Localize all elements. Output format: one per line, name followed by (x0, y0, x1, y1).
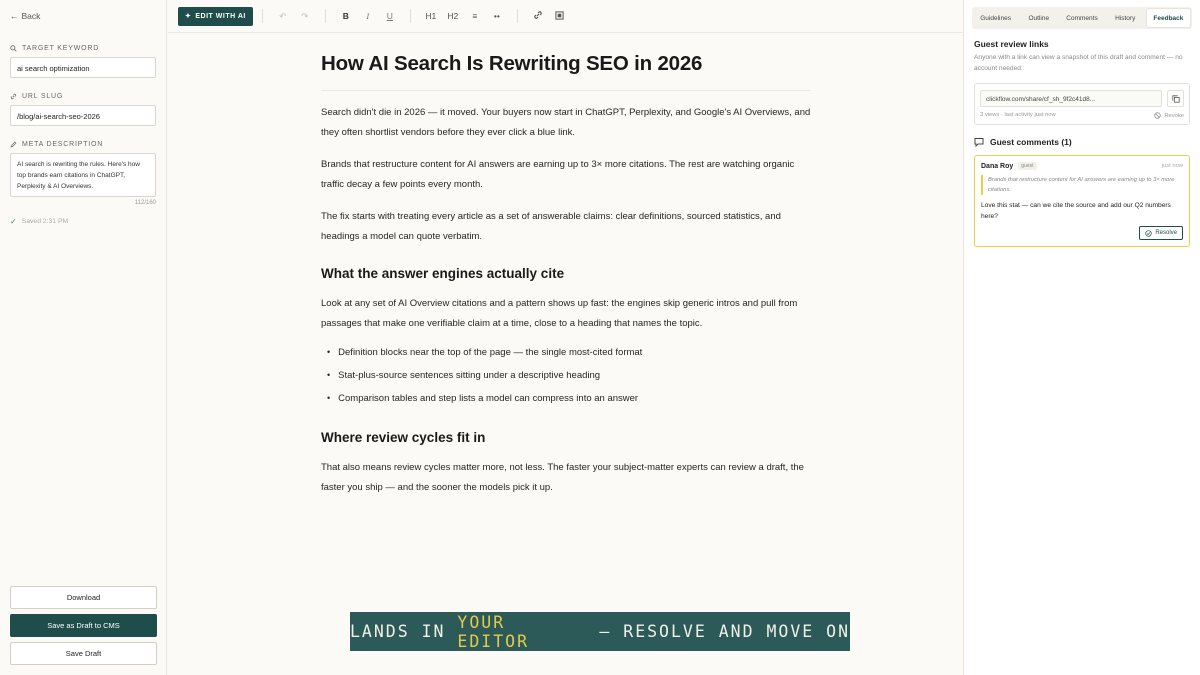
paragraph[interactable]: That also means review cycles matter more, not less. The faster your subject-matter experts can review a draft, the faster you ship — and the sooner the models pick it up. (321, 462, 804, 493)
more-button[interactable]: •• (493, 11, 500, 21)
save-status: ✓ Saved 2:31 PM (10, 217, 69, 226)
undo-button[interactable]: ↶ (279, 10, 287, 21)
edit-with-ai-button[interactable]: ✦ EDIT WITH AI (178, 7, 253, 26)
copy-icon (1172, 95, 1180, 103)
meta-description-input[interactable]: AI search is rewriting the rules. Here's how top brands earn citations in ChatGPT, Perplexity & AI Overviews. (10, 153, 156, 197)
save-draft-button[interactable]: Save Draft (10, 642, 157, 665)
check-circle-icon (1145, 230, 1152, 237)
arrow-left-icon: ← (10, 11, 19, 21)
tab-comments[interactable]: Comments (1066, 14, 1098, 22)
panel-tabs (972, 7, 1192, 29)
sparkle-icon: ✦ (185, 13, 192, 20)
image-icon[interactable] (549, 11, 571, 22)
back-label: Back (21, 11, 41, 21)
bullet-list (321, 347, 811, 416)
back-link[interactable] (10, 10, 156, 22)
tab-guidelines[interactable]: Guidelines (980, 14, 1011, 22)
document-title[interactable]: How AI Search Is Rewriting SEO in 2026 (321, 52, 703, 75)
heading2-button[interactable]: H2 (447, 11, 459, 21)
share-link-card (974, 83, 1190, 125)
caption-banner: LANDS IN YOUR EDITOR — RESOLVE AND MOVE ON (350, 612, 850, 651)
title-divider (321, 90, 811, 91)
left-sidebar (0, 0, 167, 675)
meta-char-counter: 112/160 (134, 200, 156, 206)
right-panel (963, 0, 1200, 675)
paragraph[interactable]: The fix starts with treating every article as a set of answerable claims: clear definitions, sourced statistics, and headings a model can quote verbatim. (321, 211, 781, 242)
resolve-button[interactable]: Resolve (1139, 226, 1183, 240)
divider (410, 9, 411, 23)
share-link-url[interactable]: clickflow.com/share/cf_sh_9f2c41d8... (980, 90, 1162, 107)
redo-button[interactable]: ↷ (301, 10, 309, 21)
section-heading[interactable]: Where review cycles fit in (321, 430, 486, 445)
list-item[interactable]: • Comparison tables and step lists a model can compress into an answer (327, 393, 639, 404)
tab-history[interactable]: History (1115, 14, 1136, 22)
link-icon (10, 93, 17, 100)
list-item[interactable]: • Stat-plus-source sentences sitting under a descriptive heading (327, 370, 601, 381)
underline-button[interactable]: U (386, 11, 393, 21)
editor-toolbar (168, 0, 963, 33)
download-button[interactable]: Download (10, 586, 157, 609)
slug-label: URL SLUG (10, 91, 156, 101)
section-heading[interactable]: What the answer engines actually cite (321, 266, 565, 281)
slug-input[interactable]: /blog/ai-search-seo-2026 (10, 105, 156, 126)
pencil-icon (10, 141, 17, 148)
comment-icon (974, 137, 984, 147)
guest-comment-card[interactable] (974, 155, 1190, 247)
comment-author: Dana Roy (981, 162, 1014, 170)
paragraph[interactable]: Brands that restructure content for AI answers are earning up to 3× more citations. The rest are watching organic traffic decay a few points every month. (321, 159, 795, 190)
review-links-title: Guest review links (974, 39, 1049, 49)
document-body[interactable] (321, 52, 811, 497)
guest-badge: guest (1018, 162, 1036, 170)
divider (517, 9, 518, 23)
save-to-cms-button[interactable]: Save as Draft to CMS (10, 614, 157, 637)
guest-comments-header: Guest comments (1) (974, 137, 1190, 147)
comment-quote: Brands that restructure content for AI answers are earning up to 3× more citations. (981, 175, 1183, 195)
link-icon[interactable] (527, 10, 549, 22)
comment-time: just now (1161, 163, 1183, 169)
meta-label: META DESCRIPTION (10, 139, 156, 149)
divider (325, 9, 326, 23)
paragraph[interactable]: Search didn't die in 2026 — it moved. Your buyers now start in ChatGPT, Perplexity, and Google's AI Overviews, and they often shortlist vendors before they ever click a blue link. (321, 107, 811, 138)
copy-button[interactable] (1167, 90, 1184, 107)
ban-icon (1154, 112, 1161, 119)
keyword-label: TARGET KEYWORD (10, 43, 156, 53)
tab-outline[interactable]: Outline (1028, 14, 1050, 22)
keyword-input[interactable]: ai search optimization (10, 57, 156, 78)
revoke-button[interactable]: Revoke (1154, 112, 1184, 119)
italic-button[interactable]: I (366, 11, 370, 21)
check-icon: ✓ (10, 217, 17, 226)
heading1-button[interactable]: H1 (425, 11, 437, 21)
comment-text: Love this stat — can we cite the source and add our Q2 numbers here? (981, 202, 1171, 220)
paragraph[interactable]: Look at any set of AI Overview citations and a pattern shows up fast: the engines skip generic intros and pull from passages that make one verifiable claim at a time, close to a heading that names the topic. (321, 298, 798, 329)
link-stats: 3 views · last activity just now (980, 112, 1056, 118)
search-icon (10, 45, 17, 52)
divider (262, 9, 263, 23)
bold-button[interactable]: B (342, 11, 349, 21)
review-links-description: Anyone with a link can view a snapshot of this draft and comment — no account needed. (974, 54, 1183, 72)
list-button[interactable]: ≡ (472, 11, 478, 21)
tab-feedback[interactable]: Feedback (1147, 9, 1190, 27)
list-item[interactable]: • Definition blocks near the top of the page — the single most-cited format (327, 347, 643, 358)
